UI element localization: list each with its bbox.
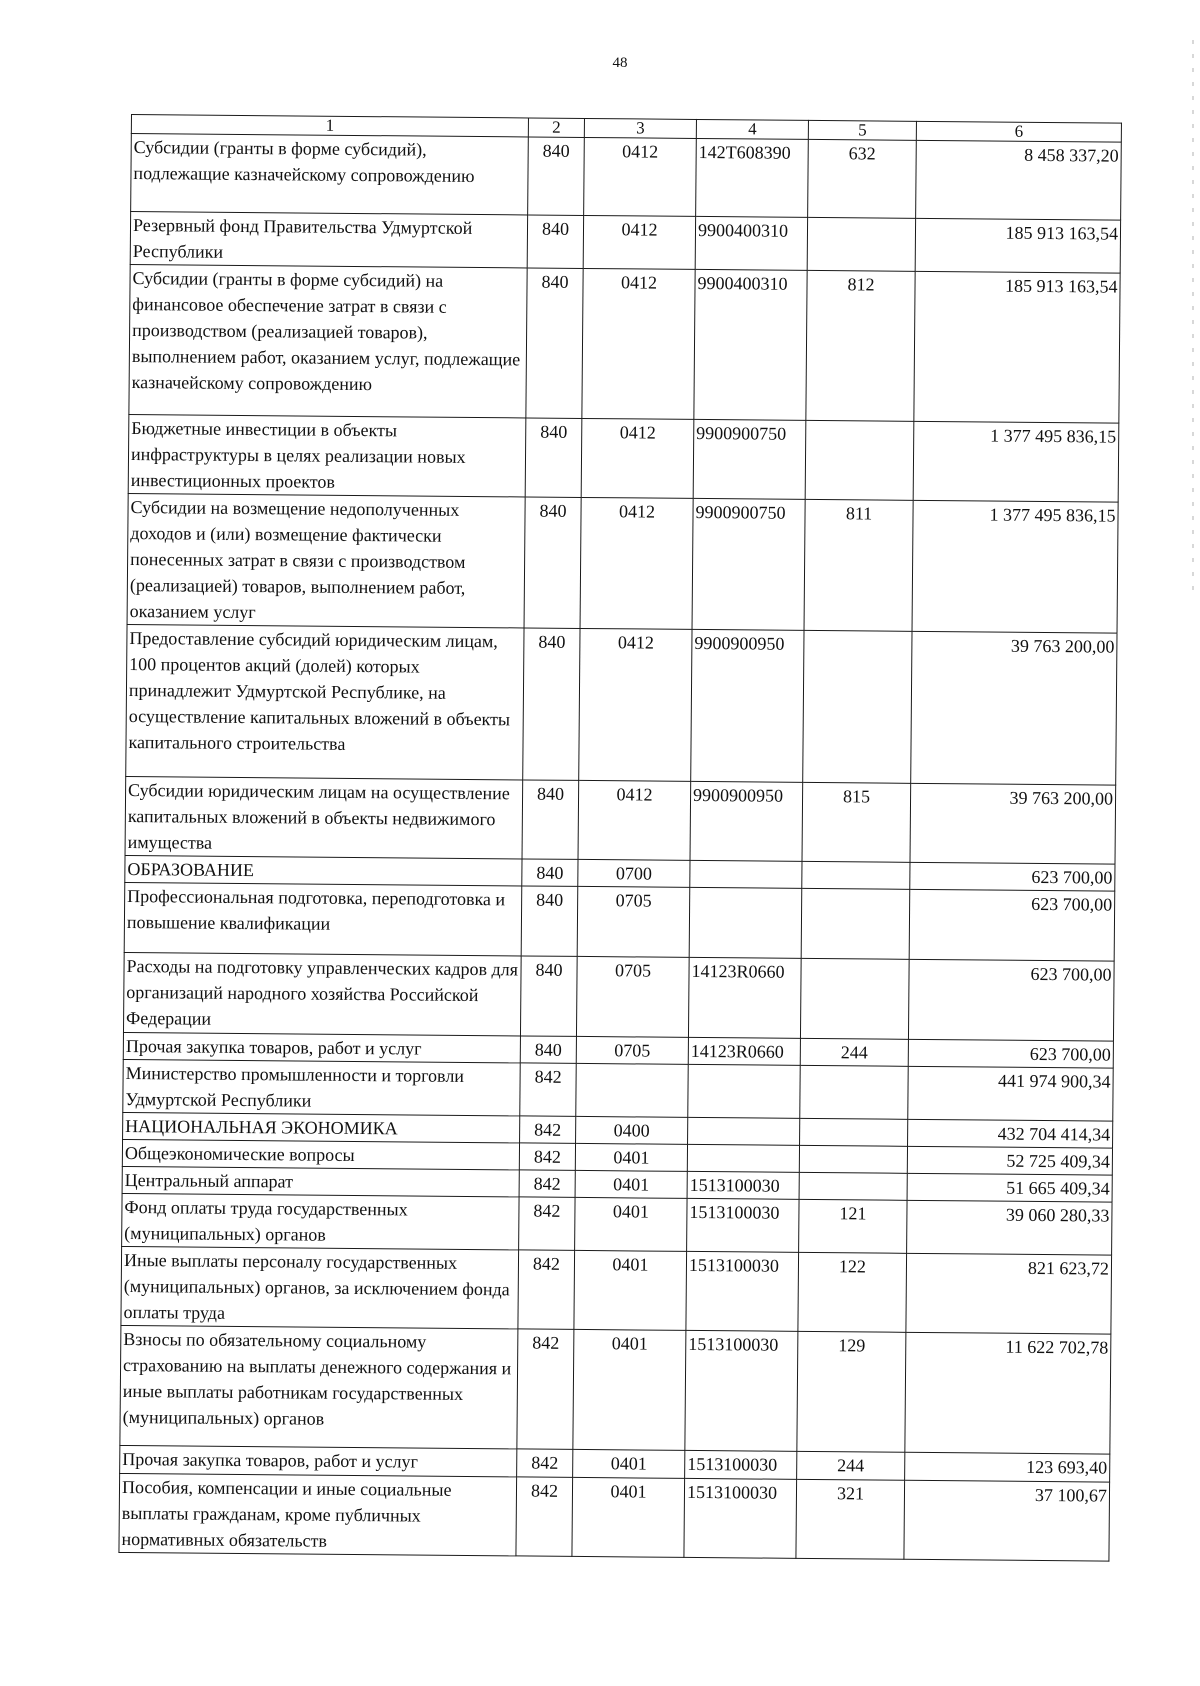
row-col2-cell: 840 bbox=[526, 268, 583, 418]
row-col2-cell: 842 bbox=[517, 1329, 574, 1449]
row-name-cell: Субсидии на возмещение недополученных доходов и (или) возмещение фактически понесенных затрат в связи с производством (реализацией) товаров, выполнением работ, оказанием услуг bbox=[127, 493, 525, 627]
row-col6-cell: 8 458 337,20 bbox=[916, 140, 1122, 220]
row-name-cell: Общеэкономические вопросы bbox=[122, 1139, 519, 1169]
table-row bbox=[127, 493, 1118, 633]
row-col3-cell: 0705 bbox=[576, 1036, 688, 1064]
row-col4-cell: 1513100030 bbox=[687, 1198, 799, 1252]
row-col3-cell: 0412 bbox=[582, 268, 695, 419]
row-col5-cell bbox=[800, 1065, 908, 1119]
row-name-cell: Субсидии юридическим лицам на осуществление капитальных вложений в объекты недвижимого имущества bbox=[125, 776, 523, 858]
row-name-cell: Бюджетные инвестиции в объекты инфраструктуры в целях реализации новых инвестиционных проектов bbox=[128, 414, 526, 496]
row-name-cell: Профессиональная подготовка, переподготовка и повышение квалификации bbox=[124, 882, 522, 955]
table-row bbox=[124, 882, 1115, 961]
row-name-cell: Взносы по обязательному социальному страхованию на выплаты денежного содержания и иные выплаты работникам государственных (муниципальных) органов bbox=[120, 1325, 518, 1448]
row-col5-cell bbox=[802, 861, 910, 889]
row-col2-cell: 842 bbox=[518, 1250, 575, 1329]
row-col3-cell: 0412 bbox=[579, 628, 692, 781]
table-row bbox=[131, 134, 1122, 221]
scan-edge-mark bbox=[1192, 40, 1194, 600]
row-col4-cell: 9900900950 bbox=[690, 781, 803, 861]
row-col2-cell: 840 bbox=[523, 628, 580, 780]
row-col5-cell bbox=[805, 420, 914, 500]
table-row bbox=[126, 624, 1117, 785]
row-col6-cell: 39 763 200,00 bbox=[911, 631, 1117, 785]
row-col3-cell: 0412 bbox=[583, 215, 695, 269]
column-header: 6 bbox=[916, 121, 1121, 142]
row-col3-cell: 0412 bbox=[584, 137, 697, 216]
row-name-cell: Субсидии (гранты в форме субсидий), подлежащие казначейскому сопровождению bbox=[131, 134, 529, 215]
row-col5-cell bbox=[807, 217, 915, 271]
table-row bbox=[119, 1473, 1110, 1561]
row-name-cell: Прочая закупка товаров, работ и услуг bbox=[123, 1032, 520, 1062]
column-header: 2 bbox=[528, 118, 584, 137]
row-col2-cell: 840 bbox=[520, 956, 577, 1036]
row-col5-cell bbox=[799, 1172, 907, 1200]
row-name-cell: Расходы на подготовку управленческих кадров для организаций народного хозяйства Российской Федерации bbox=[123, 952, 521, 1035]
row-col2-cell: 840 bbox=[524, 497, 581, 628]
row-col5-cell: 244 bbox=[797, 1451, 905, 1480]
row-col5-cell bbox=[800, 1118, 908, 1146]
row-col6-cell: 39 060 280,33 bbox=[907, 1200, 1112, 1255]
row-col4-cell: 1513100030 bbox=[684, 1478, 797, 1558]
row-col4-cell: 1513100030 bbox=[685, 1330, 798, 1451]
row-name-cell: Субсидии (гранты в форме субсидий) на финансовое обеспечение затрат в связи с производством (реализацией товаров), выполнением работ, оказанием услуг, подлежащие казначейскому сопровождению bbox=[129, 264, 527, 417]
row-col4-cell: 9900400310 bbox=[695, 216, 807, 270]
row-col2-cell: 842 bbox=[519, 1143, 575, 1170]
row-col4-cell: 9900400310 bbox=[694, 269, 807, 420]
row-col2-cell: 842 bbox=[517, 1449, 573, 1477]
row-col3-cell: 0401 bbox=[572, 1477, 685, 1557]
row-col5-cell: 321 bbox=[796, 1479, 905, 1559]
row-col5-cell bbox=[801, 888, 910, 959]
row-col2-cell: 842 bbox=[516, 1477, 573, 1556]
row-col5-cell: 121 bbox=[799, 1199, 907, 1253]
row-col5-cell: 812 bbox=[806, 270, 915, 421]
row-col2-cell: 840 bbox=[520, 1036, 576, 1063]
row-col4-cell bbox=[687, 1144, 799, 1172]
row-name-cell: Центральный аппарат bbox=[122, 1166, 519, 1196]
table-row bbox=[121, 1246, 1112, 1334]
row-name-cell: Предоставление субсидий юридическим лицам, 100 процентов акций (долей) которых принадлежит Удмуртской Республике, на осуществление капитальных вложений в объекты капитального строительства bbox=[126, 624, 524, 779]
row-col4-cell: 9900900950 bbox=[691, 629, 804, 782]
table-row bbox=[129, 264, 1120, 423]
row-name-cell: Пособия, компенсации и иные социальные выплаты гражданам, кроме публичных нормативных обязательств bbox=[119, 1473, 517, 1555]
column-header: 1 bbox=[131, 115, 528, 137]
table-row bbox=[120, 1325, 1111, 1454]
row-col4-cell: 1513100030 bbox=[687, 1171, 799, 1199]
row-name-cell: Прочая закупка товаров, работ и услуг bbox=[120, 1445, 517, 1476]
row-col6-cell: 821 623,72 bbox=[906, 1253, 1112, 1334]
table-row bbox=[128, 414, 1119, 502]
row-name-cell: ОБРАЗОВАНИЕ bbox=[125, 855, 522, 885]
row-col2-cell: 840 bbox=[525, 418, 582, 497]
row-col4-cell: 1513100030 bbox=[686, 1251, 799, 1331]
row-col6-cell: 623 700,00 bbox=[908, 959, 1114, 1041]
row-name-cell: НАЦИОНАЛЬНАЯ ЭКОНОМИКА bbox=[123, 1112, 520, 1142]
row-col4-cell: 14123R0660 bbox=[688, 1037, 800, 1065]
column-header: 5 bbox=[808, 120, 916, 140]
row-col6-cell: 37 100,67 bbox=[904, 1480, 1110, 1561]
row-col6-cell: 432 704 414,34 bbox=[908, 1119, 1113, 1148]
row-col3-cell: 0412 bbox=[581, 418, 694, 498]
row-col6-cell: 51 665 409,34 bbox=[907, 1173, 1112, 1202]
row-col3-cell bbox=[576, 1063, 688, 1117]
row-col6-cell: 441 974 900,34 bbox=[908, 1066, 1113, 1121]
row-name-cell: Министерство промышленности и торговли Удмуртской Республики bbox=[123, 1059, 520, 1115]
row-col3-cell: 0400 bbox=[576, 1116, 688, 1144]
row-col4-cell: 14123R0660 bbox=[688, 957, 801, 1038]
row-col6-cell: 623 700,00 bbox=[908, 1039, 1113, 1068]
row-col4-cell bbox=[688, 1117, 800, 1145]
row-col3-cell: 0412 bbox=[580, 497, 693, 629]
row-col2-cell: 840 bbox=[521, 886, 578, 956]
row-col3-cell: 0412 bbox=[578, 780, 691, 860]
row-col6-cell: 123 693,40 bbox=[905, 1452, 1110, 1482]
row-col4-cell bbox=[690, 860, 802, 888]
row-col5-cell: 244 bbox=[800, 1038, 908, 1066]
page-number: 48 bbox=[612, 55, 628, 71]
row-col4-cell bbox=[689, 887, 802, 958]
row-col3-cell: 0401 bbox=[575, 1197, 687, 1251]
row-col3-cell: 0401 bbox=[573, 1449, 685, 1478]
row-col5-cell bbox=[799, 1145, 907, 1173]
table-row bbox=[130, 212, 1120, 274]
table-row bbox=[125, 776, 1116, 864]
row-col3-cell: 0401 bbox=[574, 1250, 687, 1330]
row-name-cell: Иные выплаты персоналу государственных (муниципальных) органов, за исключением фонда оплаты труда bbox=[121, 1246, 519, 1328]
row-col6-cell: 623 700,00 bbox=[909, 889, 1115, 961]
row-col5-cell: 129 bbox=[797, 1331, 906, 1452]
row-col3-cell: 0705 bbox=[577, 886, 690, 957]
row-col6-cell: 52 725 409,34 bbox=[907, 1146, 1112, 1175]
row-col6-cell: 185 913 163,54 bbox=[914, 271, 1120, 423]
row-col4-cell: 1513100030 bbox=[685, 1450, 797, 1479]
row-col2-cell: 842 bbox=[520, 1063, 576, 1116]
row-col4-cell: 9900900750 bbox=[692, 498, 805, 630]
row-col2-cell: 840 bbox=[527, 215, 583, 268]
row-col5-cell: 632 bbox=[808, 139, 917, 218]
row-col4-cell: 9900900750 bbox=[693, 419, 806, 499]
row-col3-cell: 0700 bbox=[578, 859, 690, 887]
column-header: 3 bbox=[584, 118, 696, 138]
row-col2-cell: 840 bbox=[522, 780, 579, 859]
row-col3-cell: 0401 bbox=[573, 1329, 686, 1450]
row-col2-cell: 840 bbox=[528, 137, 585, 215]
row-col2-cell: 840 bbox=[522, 859, 578, 886]
table-body bbox=[119, 134, 1121, 1562]
row-col4-cell bbox=[688, 1064, 800, 1118]
table-row bbox=[122, 1193, 1112, 1255]
row-col4-cell: 142T608390 bbox=[696, 138, 809, 217]
row-col5-cell bbox=[803, 630, 912, 783]
row-col6-cell: 1 377 495 836,15 bbox=[912, 500, 1118, 633]
row-col2-cell: 842 bbox=[519, 1170, 575, 1197]
row-col3-cell: 0401 bbox=[575, 1143, 687, 1171]
row-col3-cell: 0401 bbox=[575, 1170, 687, 1198]
row-col6-cell: 11 622 702,78 bbox=[905, 1332, 1111, 1454]
row-col6-cell: 185 913 163,54 bbox=[915, 218, 1120, 273]
row-col3-cell: 0705 bbox=[576, 956, 689, 1037]
row-col6-cell: 39 763 200,00 bbox=[910, 783, 1116, 864]
row-name-cell: Фонд оплаты труда государственных (муниципальных) органов bbox=[122, 1193, 519, 1249]
row-col5-cell: 122 bbox=[798, 1252, 907, 1332]
table-row bbox=[123, 1059, 1113, 1121]
row-col2-cell: 842 bbox=[520, 1116, 576, 1143]
row-col2-cell: 842 bbox=[519, 1197, 575, 1250]
row-name-cell: Резервный фонд Правительства Удмуртской Республики bbox=[130, 212, 527, 268]
row-col6-cell: 623 700,00 bbox=[910, 862, 1115, 891]
row-col5-cell bbox=[800, 958, 909, 1039]
row-col5-cell: 815 bbox=[802, 782, 911, 862]
table-row bbox=[123, 952, 1114, 1041]
budget-table bbox=[118, 114, 1122, 1562]
row-col5-cell: 811 bbox=[804, 499, 913, 631]
column-header: 4 bbox=[696, 119, 808, 139]
row-col6-cell: 1 377 495 836,15 bbox=[913, 421, 1119, 502]
